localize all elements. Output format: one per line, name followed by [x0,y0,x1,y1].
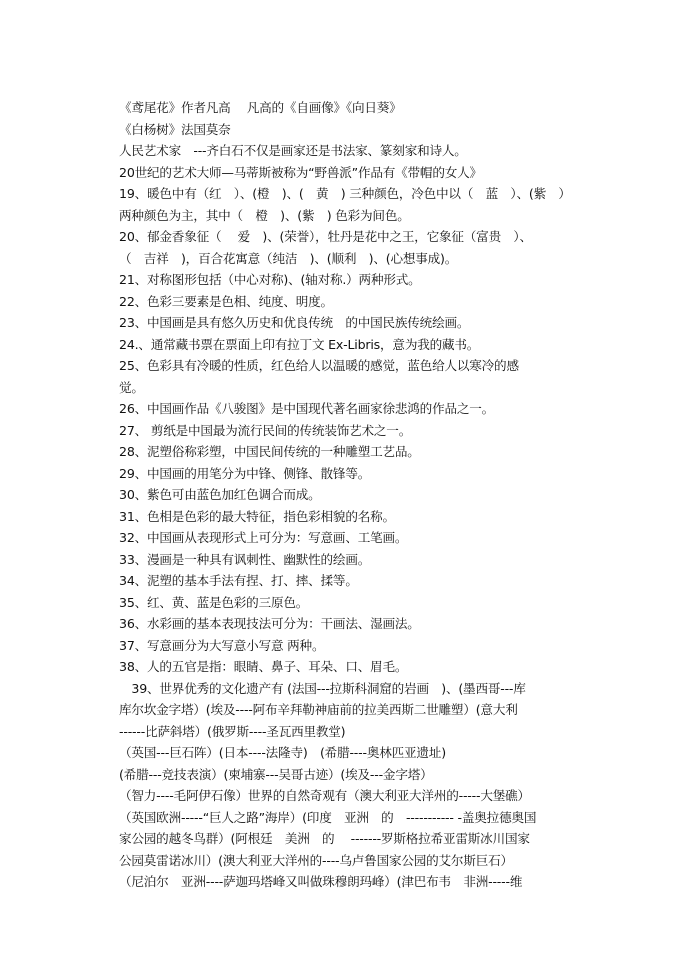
text-line: 22、色彩三要素是色相、纯度、明度。 [119,293,333,309]
text-line: 28、泥塑俗称彩塑，中国民间传统的一种雕塑工艺品。 [119,444,420,459]
text-line: (希腊---竞技表演）(柬埔寨---吴哥古迹）(埃及---金字塔） [119,766,433,782]
text-line: （ 吉祥 )，百合花寓意（纯洁 )、(顺利 )、(心想事成)。 [119,250,458,266]
text-line: 32、中国画从表现形式上可分为：写意画、工笔画。 [119,530,408,545]
text-line: 35、红、黄、蓝是色彩的三原色。 [119,594,309,610]
text-line: 两种颜色为主，其中（ 橙 )、(紫 ) 色彩为间色。 [119,207,410,223]
text-line: ------比萨斜塔）(俄罗斯----圣瓦西里教堂) [119,723,346,739]
text-line: 23、中国画是具有悠久历史和优良传统 的中国民族传统绘画。 [119,315,470,330]
document-body [119,97,579,893]
text-line: 人民艺术家 ---齐白石不仅是画家还是书法家、篆刻家和诗人。 [119,143,467,158]
text-line: 21、对称图形包括（中心对称)、(轴对称.）两种形式。 [119,272,421,287]
text-line: 库尔坎金字塔）(埃及----阿布辛拜勒神庙前的拉美西斯二世雕塑）(意大利 [119,702,518,717]
text-line: 31、色相是色彩的最大特征，指色彩相貌的名称。 [119,508,395,524]
text-line: 38、人的五官是指：眼睛、鼻子、耳朵、口、眉毛。 [119,659,408,674]
text-line: 公园莫雷诺冰川）(澳大利亚大洋州的----乌卢鲁国家公园的艾尔斯巨石） [119,852,513,868]
text-line: 33、漫画是一种具有讽刺性、幽默性的绘画。 [119,551,371,567]
text-line: 39、世界优秀的文化遗产有 (法国---拉斯科洞窟的岩画 )、(墨西哥---库 [119,680,526,696]
text-line: 《白杨树》法国莫奈 [119,121,231,137]
text-line: 觉。 [119,379,144,395]
text-line: 25、色彩具有冷暖的性质，红色给人以温暖的感觉，蓝色给人以寒冷的感 [119,358,519,373]
text-line: 29、中国画的用笔分为中锋、侧锋、散锋等。 [119,465,371,481]
text-line: （英国欧洲-----“巨人之路”海岸）(印度 亚洲 的 ----------- -盖奥拉德奥国 [119,809,537,825]
text-line: 27、 剪纸是中国最为流行民间的传统装饰艺术之一。 [119,422,412,438]
text-line: 家公园的越冬鸟群）(阿根廷 美洲 的 -------罗斯格拉希亚雷斯冰川国家 [119,831,530,846]
text-line: 34、泥塑的基本手法有捏、打、摔、揉等。 [119,573,358,588]
text-line: （智力----毛阿伊石像）世界的自然奇观有（澳大利亚大洋州的-----大堡礁） [119,788,530,803]
text-line: 36、水彩画的基本表现技法可分为：干画法、湿画法。 [119,616,420,631]
text-line: 26、中国画作品《八骏图》是中国现代著名画家徐悲鸿的作品之一。 [119,401,495,416]
text-line: 19、暖色中有（红 ）、(橙 )、( 黄 ) 三种颜色，冷色中以（ 蓝 ）、(紫 ） [119,186,571,201]
text-line: 20、郁金香象征（ 爱 )、(荣誉），牡丹是花中之王，它象征（富贵 ）、 [119,229,532,244]
text-line: （英国---巨石阵）(日本----法隆寺) (希腊----奥林匹亚遗址) [119,745,446,760]
text-line: （尼泊尔 亚洲----萨迦玛塔峰又叫做珠穆朗玛峰）(津巴布韦 非洲-----维 [119,874,523,889]
text-line: 37、写意画分为大写意小写意 两种。 [119,637,325,653]
text-line: 24.、通常藏书票在票面上印有拉丁文 Ex-Libris，意为我的藏书。 [119,336,480,352]
text-line: 30、紫色可由蓝色加红色调合而成。 [119,487,321,502]
text-line: 20世纪的艺术大师—马蒂斯被称为“野兽派”作品有《带帽的女人》 [119,164,482,180]
text-line: 《鸢尾花》作者凡高 凡高的《自画像》《向日葵》 [119,100,402,115]
